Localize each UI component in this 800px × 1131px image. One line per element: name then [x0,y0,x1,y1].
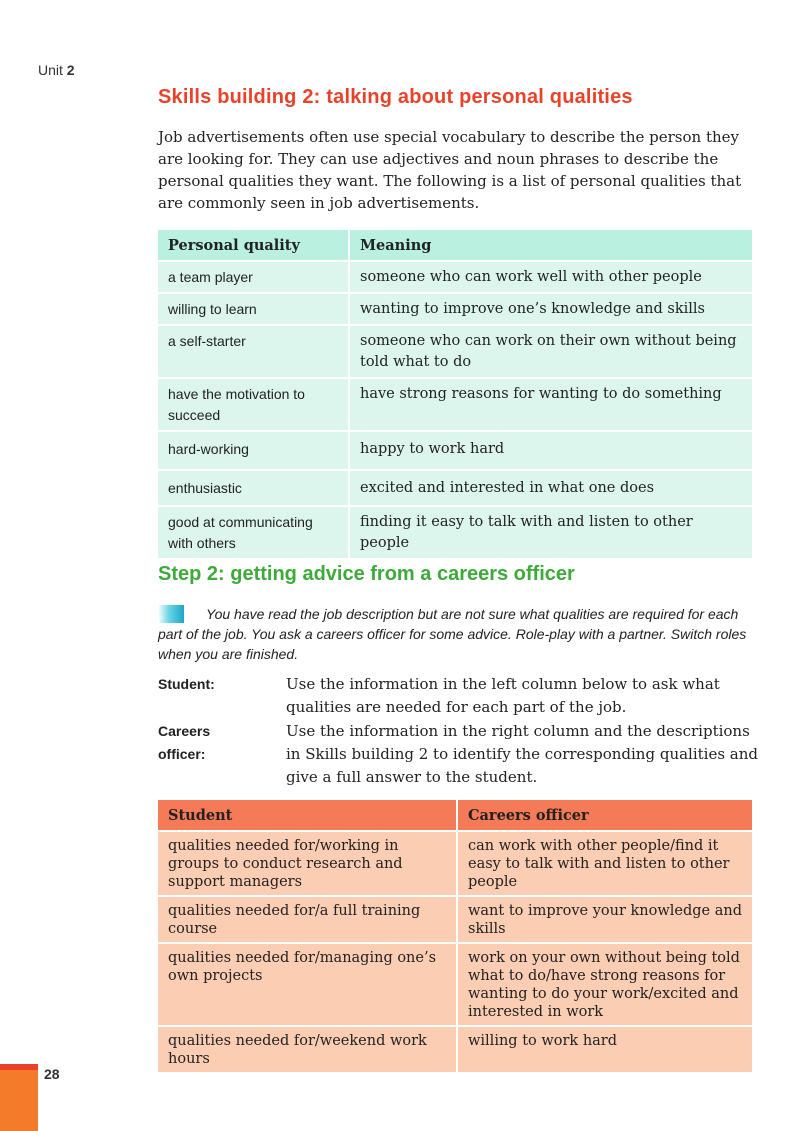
table-row [158,326,752,379]
instruction-text: You have read the job description but are not sure what qualities are required for each part of the job. You ask a careers officer for some advice. Role-play with a partner. Switch roles when you are finished. [158,606,747,662]
quality-cell: good at communicating with others [158,507,350,560]
unit-label [38,62,75,78]
page-edge-bar-accent [0,1064,38,1070]
quality-cell: willing to learn [158,294,350,326]
role-description: Use the information in the left column below to ask what qualities are needed for each part of the job. [286,675,720,716]
unit-number: 2 [66,62,75,78]
column-header-careers-officer: Careers officer [458,800,752,832]
meaning-cell: someone who can work well with other people [350,262,752,294]
table-row [158,432,752,471]
table-header-row [158,230,752,262]
student-cell: qualities needed for/managing one’s own projects [158,944,458,1027]
quality-cell: enthusiastic [158,471,350,507]
careers-officer-cell: willing to work hard [458,1027,752,1074]
quality-cell: a team player [158,262,350,294]
page-number: 28 [44,1066,60,1082]
role-label: Student: [158,676,215,692]
table-header-row [158,800,752,832]
meaning-cell: happy to work hard [350,432,752,471]
quality-cell: have the motivation to succeed [158,379,350,432]
role-description: Use the information in the right column and the descriptions in Skills building 2 to identify the corresponding qualities and give a full answer to the student. [286,722,759,786]
page-edge-bar [0,1064,38,1131]
table-row [158,897,752,944]
student-cell: qualities needed for/a full training course [158,897,458,944]
personal-qualities-table [158,230,752,560]
role-label: Careers officer: [158,723,211,762]
student-cell: qualities needed for/weekend work hours [158,1027,458,1074]
careers-officer-cell: work on your own without being told what to do/have strong reasons for wanting to do your work/excited and interested in work [458,944,752,1027]
meaning-cell: excited and interested in what one does [350,471,752,507]
intro-paragraph: Job advertisements often use special vocabulary to describe the person they are looking for. They can use adjectives and noun phrases to describe the personal qualities they want. The following is a list of personal qualities that are commonly seen in job advertisements. [158,128,742,212]
section-title-skills-building: Skills building 2: talking about personal qualities [158,86,633,108]
careers-officer-cell: can work with other people/find it easy to talk with and listen to other people [458,832,752,897]
table-row [158,507,752,560]
careers-officer-cell: want to improve your knowledge and skills [458,897,752,944]
table-row [158,832,752,897]
table-row [158,1027,752,1074]
meaning-cell: have strong reasons for wanting to do something [350,379,752,432]
column-header-quality: Personal quality [158,230,350,262]
table-row [158,294,752,326]
table-row [158,471,752,507]
table-row [158,262,752,294]
table-row [158,379,752,432]
meaning-cell: wanting to improve one’s knowledge and skills [350,294,752,326]
role-play-table [158,800,752,1074]
meaning-cell: finding it easy to talk with and listen to other people [350,507,752,560]
unit-label-text: Unit [38,62,63,78]
column-header-meaning: Meaning [350,230,752,262]
column-header-student: Student [158,800,458,832]
meaning-cell: someone who can work on their own without being told what to do [350,326,752,379]
table-row [158,944,752,1027]
quality-cell: hard-working [158,432,350,471]
student-cell: qualities needed for/working in groups to conduct research and support managers [158,832,458,897]
section-title-step-2: Step 2: getting advice from a careers officer [158,563,575,585]
quality-cell: a self-starter [158,326,350,379]
